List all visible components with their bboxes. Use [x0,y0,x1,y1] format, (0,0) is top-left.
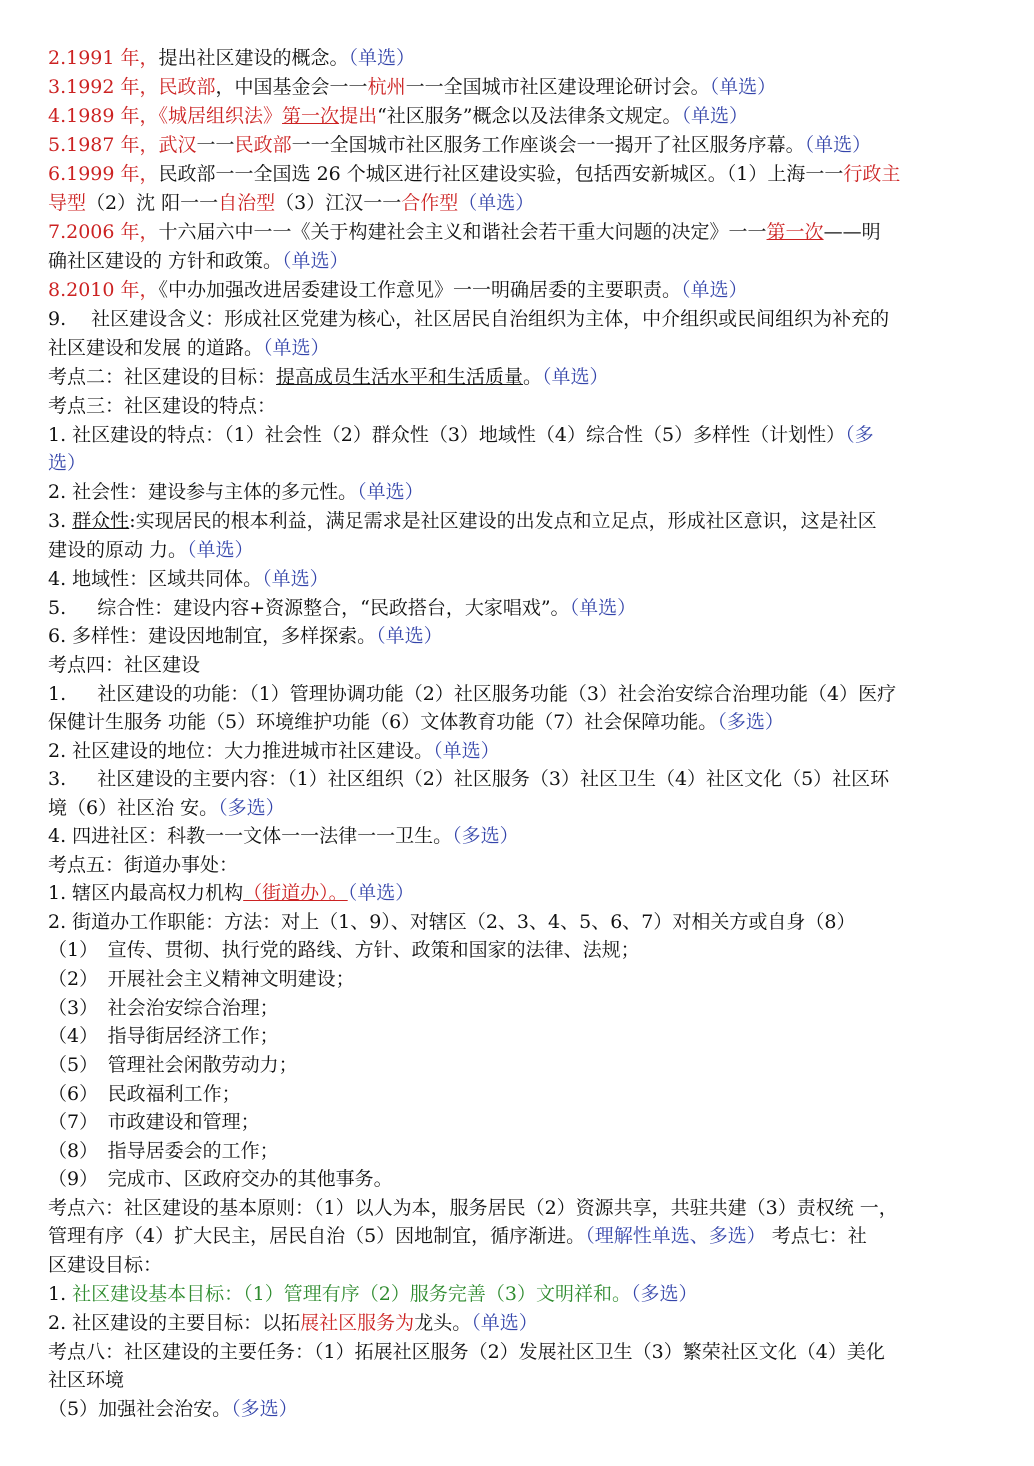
text-segment: ，中国基金会一一 [215,76,368,98]
question-type-tag: （单选） [357,481,424,503]
text-line [48,1080,988,1108]
text-segment: 2.1991 年， [48,47,159,69]
text-segment: 导型 [48,192,87,214]
text-line [48,794,988,822]
text-segment: 1. 辖区内最高权力机构 [48,882,244,904]
text-line [48,1022,988,1050]
text-segment: 考点六：社区建设的基本原则：（1）以人为本，服务居民（2）资源共享，共驻共建（3）责权统 一， [48,1197,898,1219]
question-type-tag: （单选） [681,105,749,127]
text-line [48,651,988,679]
text-line [48,1338,988,1366]
text-segment: （9） 完成市、区政府交办的其他事务。 [48,1168,393,1190]
text-line [48,218,988,246]
text-segment: 7.2006 年， [48,221,159,243]
text-line [48,765,988,793]
question-type-tag: （单选） [348,47,416,69]
text-line [48,189,988,217]
question-type-tag: （单选） [263,337,330,359]
question-type-tag: （理解性单选、多选） [585,1225,766,1247]
text-line [48,565,988,593]
text-segment: 考点二：社区建设的目标： [48,366,277,388]
text-segment: 6. 多样性：建设因地制宜，多样探索。 [48,625,377,647]
text-segment: 自治型 [218,192,276,214]
text-segment: 4. 四进社区：科教一一文体一一法律一一卫生。 [48,825,453,847]
text-segment: “社区服务”概念以及法律条文规定。 [377,105,682,127]
question-type-tag: （多选） [452,825,519,847]
text-segment: 区建设目标： [48,1254,163,1276]
text-segment: 考点八：社区建设的主要任务：（1）拓展社区服务（2）发展社区卫生（3）繁荣社区文化（4）美化 [48,1341,885,1363]
text-segment: （1） 宣传、贯彻、执行党的路线、方针、政策和国家的法律、法规； [48,939,640,961]
text-segment: 2. 街道办工作职能：方法：对上（1、9）、对辖区（2、3、4、5、6、7）对相关方或自身（8） [48,911,856,933]
text-segment: （8） 指导居委会的工作； [48,1140,279,1162]
text-line [48,507,988,535]
question-type-tag: （单选） [681,279,748,301]
question-type-tag: （单选） [347,882,415,904]
text-segment: 社区建设基本目标：（1）管理有序（2）服务完善（3）文明祥和。 [72,1283,631,1305]
question-type-tag: （单选） [433,740,500,762]
text-segment: 民政部一一全国选 26 个城区进行社区建设实验，包括西安新城区。（1）上海一一 [158,163,844,185]
text-line [48,1137,988,1165]
text-segment: 3.1992 年， [48,76,159,98]
text-segment: :实现居民的根本利益，满足需求是社区建设的出发点和立足点，形成社区意识，这是社区 [129,510,877,532]
text-line [48,73,988,101]
text-line [48,594,988,622]
text-segment: 考点三：社区建设的特点： [48,395,277,417]
text-segment: 8.2010 年， [48,279,159,301]
text-segment: 民政部 [234,134,292,156]
text-segment: 提出 [339,105,378,127]
text-line [48,994,988,1022]
question-type-tag: 选） [48,452,87,474]
text-segment: （街道办）。 [243,882,348,904]
question-type-tag: （多选） [218,797,285,819]
text-segment: （4） 指导街居经济工作； [48,1025,279,1047]
text-segment: 9. 社区建设含义：形成社区党建为核心，社区居民自治组织为主体，中介组织或民间组织为补充的 [48,308,890,330]
text-segment: 2. 社区建设的主要目标：以拓 [48,1312,301,1334]
text-line [48,1108,988,1136]
text-line [48,1051,988,1079]
question-type-tag: （单选） [376,625,443,647]
text-line [48,936,988,964]
text-segment: 1. 社区建设的特点：（1）社会性（2）群众性（3）地域性（4）综合性（5）多样性（计划性） [48,424,846,446]
text-segment: 一一全国城市社区建设理论研讨会。 [405,76,710,98]
text-segment: （5） 管理社会闲散劳动力； [48,1054,298,1076]
text-line [48,737,988,765]
text-line [48,680,988,708]
text-segment: 龙头。 [414,1312,472,1334]
text-segment: 确社区建设的 方针和政策。 [48,250,283,272]
text-segment: 管理有序（4）扩大民主，居民自治（5）因地制宜，循序渐进。 [48,1225,586,1247]
text-segment: 6.1999 年， [48,163,159,185]
text-line [48,1251,988,1279]
question-type-tag: （多选） [231,1398,298,1420]
text-segment: 2. 社会性：建设参与主体的多元性。 [48,481,358,503]
text-line [48,536,988,564]
text-segment: 建设的原动 力。 [48,539,188,561]
text-segment: 5. 综合性：建设内容+资源整合，“民政搭台，大家唱戏”。 [48,597,570,619]
text-line [48,247,988,275]
text-segment: 社区建设和发展 的道路。 [48,337,264,359]
text-segment: 一一 [196,134,235,156]
text-line [48,908,988,936]
text-segment: 3. 社区建设的主要内容：（1）社区组织（2）社区服务（3）社区卫生（4）社区文化（5）社区环 [48,768,890,790]
text-segment: （2） 开展社会主义精神文明建设； [48,968,355,990]
text-segment: 1. 社区建设的功能：（1）管理协调功能（2）社区服务功能（3）社会治安综合治理功能（4）医疗 [48,683,897,705]
text-segment: （6） 民政福利工作； [48,1083,241,1105]
text-segment: 考点五：街道办事处： [48,854,239,876]
text-line [48,305,988,333]
text-line [48,1280,988,1308]
text-segment: 展社区服务为 [300,1312,415,1334]
text-segment: （2）沈 阳一一 [86,192,219,214]
text-segment: 3. [48,510,73,532]
text-line [48,102,988,130]
text-segment: 合作型 [401,192,459,214]
text-segment: （7） 市政建设和管理； [48,1111,260,1133]
text-segment: 武汉 [158,134,197,156]
text-segment: 。 [523,366,543,388]
question-type-tag: （单选） [458,192,535,214]
text-line [48,1366,988,1394]
text-segment: 群众性 [72,510,130,532]
text-line [48,363,988,391]
text-segment: 民政部 [158,76,216,98]
text-line [48,392,988,420]
text-line [48,708,988,736]
question-type-tag: （单选） [187,539,254,561]
text-segment: 保健计生服务 功能（5）环境维护功能（6）文体教育功能（7）社会保障功能。 [48,711,718,733]
text-segment: （3） 社会治安综合治理； [48,997,279,1019]
question-type-tag: （多 [845,424,874,446]
question-type-tag: （单选） [542,366,609,388]
text-line [48,160,988,188]
question-type-tag: （单选） [804,134,872,156]
question-type-tag: （单选） [262,568,329,590]
text-segment: 2. 社区建设的地位：大力推进城市社区建设。 [48,740,434,762]
text-segment: ——明 [823,221,881,243]
text-line [48,622,988,650]
text-segment: 《城居组织法》 [158,105,283,127]
text-line [48,449,988,477]
text-line [48,421,988,449]
question-type-tag: （多选） [717,711,784,733]
text-segment: （5）加强社会治安。 [48,1398,232,1420]
text-segment: 行政主 [843,163,901,185]
text-segment: 十六届六中一一《关于构建社会主义和谐社会若干重大问题的决定》一一 [158,221,767,243]
text-line [48,1165,988,1193]
text-segment: 4. 地域性：区域共同体。 [48,568,263,590]
text-segment: 4.1989 年， [48,105,159,127]
text-segment: 一一全国城市社区服务工作座谈会一一揭开了社区服务序幕。 [291,134,805,156]
text-line [48,1309,988,1337]
text-line [48,851,988,879]
question-type-tag: （单选） [569,597,637,619]
text-line [48,822,988,850]
text-segment: 境（6）社区治 安。 [48,797,219,819]
text-segment: 考点七：社 [765,1225,867,1247]
text-line [48,1222,988,1250]
text-segment: 第一次 [766,221,824,243]
question-type-tag: （单选） [709,76,777,98]
text-segment: 5.1987 年， [48,134,159,156]
text-line [48,131,988,159]
text-line [48,879,988,907]
question-type-tag: （多选） [630,1283,698,1305]
text-line [48,1194,988,1222]
text-line [48,965,988,993]
text-line [48,478,988,506]
text-segment: 提高成员生活水平和生活质量 [276,366,524,388]
text-line [48,1395,988,1423]
text-segment: 第一次 [282,105,340,127]
text-line [48,334,988,362]
text-line [48,276,988,304]
text-segment: （3）江汉一一 [275,192,402,214]
text-segment: 考点四：社区建设 [48,654,201,676]
text-segment: 1. [48,1283,73,1305]
text-segment: 提出社区建设的概念。 [158,47,349,69]
question-type-tag: （单选） [282,250,349,272]
text-segment: 杭州 [367,76,406,98]
text-segment: 社区环境 [48,1369,125,1391]
question-type-tag: （单选） [471,1312,538,1334]
text-line [48,44,988,72]
text-segment: 《中办加强改进居委建设工作意见》一一明确居委的主要职责。 [158,279,682,301]
